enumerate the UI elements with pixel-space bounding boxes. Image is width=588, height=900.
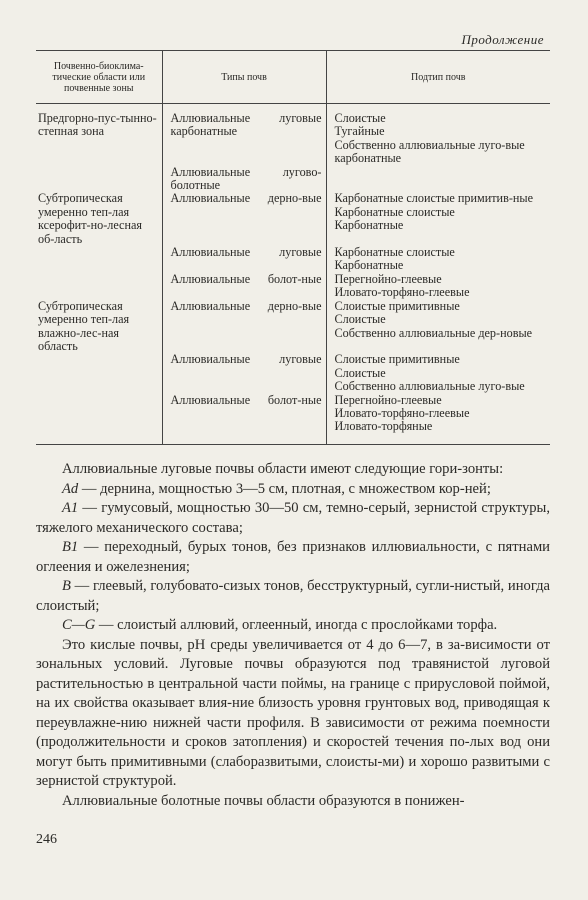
horizon-symbol: A1 [62, 500, 79, 516]
table-row [36, 353, 550, 393]
soil-type-cell: Аллювиальные дерно-вые [162, 300, 326, 354]
subtype-item: Собственно аллювиальные луго-вые карбонатные [334, 137, 525, 166]
subtype-item: Слоистые [334, 111, 386, 125]
subtype-cell [326, 246, 550, 273]
region-cell [36, 394, 162, 445]
table-row [36, 104, 550, 166]
soil-type-cell: Аллювиальные болот-ные [162, 273, 326, 300]
subtype-item: Собственно аллювиальные дер-новые [334, 325, 533, 340]
region-cell: Предгорно-пус-тынно-степная зона [38, 111, 157, 139]
horizon-description: — дернина, мощностью 3—5 см, плотная, с множеством кор-ней; [78, 480, 491, 497]
page-number: 246 [36, 832, 57, 847]
horizon-symbol: Ad [62, 480, 79, 497]
subtype-cell [326, 104, 550, 166]
table-header-row [36, 51, 550, 104]
subtype-item: Слоистые примитивные [334, 352, 460, 367]
region-cell: Субтропическая умеренно теп-лая ксерофит-но-лесная об-ласть [38, 191, 142, 246]
subtype-item: Иловато-торфяно-глеевые [334, 285, 470, 300]
horizon-symbol: C—G [62, 617, 96, 633]
subtype-cell [326, 353, 550, 393]
subtype-item: Иловато-торфяно-глеевые [334, 405, 470, 420]
horizon-item [36, 480, 550, 500]
subtype-item: Карбонатные [334, 258, 404, 273]
horizon-description: — гумусовый, мощностью 30—50 см, темно-серый, зернистой структуры, тяжелого механического состава; [36, 500, 550, 536]
subtype-item: Слоистые примитивные [334, 298, 460, 313]
region-cell [36, 166, 162, 193]
subtype-item: Карбонатные [334, 218, 404, 233]
subtype-item: Слоистые [334, 312, 386, 327]
region-cell: Субтропическая умеренно теп-лая влажно-лес-ная область [38, 298, 130, 353]
horizon-item [36, 577, 550, 616]
subtype-cell [326, 192, 550, 246]
region-cell [36, 273, 162, 300]
subtype-item: Иловато-торфяные [334, 419, 433, 434]
subtype-item: Карбонатные слоистые [334, 204, 455, 219]
horizon-symbol: B [62, 578, 71, 594]
table-row [36, 246, 550, 273]
header-region: Почвенно-биоклима-тические области или почвенные зоны [36, 51, 162, 104]
paragraph-ph-description: Это кислые почвы, pH среды увеличивается от 4 до 6—7, в за-висимости от зональных условий. Луговые почвы образуются под травянистой луговой растительностью в центральной части поймы, на границе с прирусловой поймой, на их свойства оказывает влия-ние близость уровня грунтовых вод, приводящая к переувлажне-нию нижней части профиля. В зависимости от режима поемности (продолжительности и сроков затопления) и скоростей течения по-лых вод они могут быть примитивными (слаборазвитыми, слоисты-ми) и хорошо развитыми с зернистой структурой. [36, 636, 550, 789]
table-row [36, 166, 550, 193]
body-text [36, 460, 550, 811]
horizon-description: — глеевый, голубовато-сизых тонов, бесструктурный, сугли-нистый, иногда слоистый; [36, 578, 550, 614]
horizon-item [36, 499, 550, 538]
soil-type-cell: Аллювиальные луговые карбонатные [162, 104, 326, 166]
table-row [36, 192, 550, 246]
soil-type-cell: Аллювиальные болот-ные [162, 394, 326, 445]
continuation-label: Продолжение [461, 32, 544, 47]
subtype-cell [326, 300, 550, 354]
subtype-item: Карбонатные слоистые примитив-ные [334, 191, 534, 206]
soil-type-cell: Аллювиальные дерно-вые [162, 192, 326, 246]
header-subtype: Подтип почв [326, 51, 550, 104]
table-row [36, 300, 550, 354]
subtype-item: Карбонатные слоистые [334, 245, 455, 260]
horizon-item [36, 616, 550, 636]
subtype-item: Собственно аллювиальные луго-вые [334, 379, 525, 394]
table-row [36, 273, 550, 300]
soil-type-cell: Аллювиальные луговые [162, 353, 326, 393]
subtype-item: Перегнойно-глеевые [334, 392, 442, 407]
horizon-symbol: B1 [62, 539, 79, 555]
table-row [36, 394, 550, 445]
subtype-cell [326, 394, 550, 445]
soil-table [36, 50, 550, 445]
horizon-description: — слоистый аллювий, оглеенный, иногда с прослойками торфа. [95, 617, 498, 633]
subtype-item: Слоистые [334, 365, 386, 380]
header-soil-type: Типы почв [162, 51, 326, 104]
horizon-item [36, 538, 550, 577]
paragraph-bog-soils: Аллювиальные болотные почвы области образуются в понижен- [62, 792, 465, 809]
region-cell [36, 246, 162, 273]
subtype-cell [326, 166, 550, 193]
subtype-item: Тугайные [334, 124, 385, 139]
soil-type-cell: Аллювиальные луговые [162, 246, 326, 273]
horizon-description: — переходный, бурых тонов, без признаков иллювиальности, с пятнами оглеения и ожелезнения; [36, 539, 550, 575]
region-cell [36, 353, 162, 393]
soil-type-cell: Аллювиальные лугово-болотные [162, 166, 326, 193]
intro-paragraph: Аллювиальные луговые почвы области имеют следующие гори-зонты: [62, 461, 504, 477]
subtype-cell [326, 273, 550, 300]
subtype-item: Перегнойно-глеевые [334, 271, 442, 286]
